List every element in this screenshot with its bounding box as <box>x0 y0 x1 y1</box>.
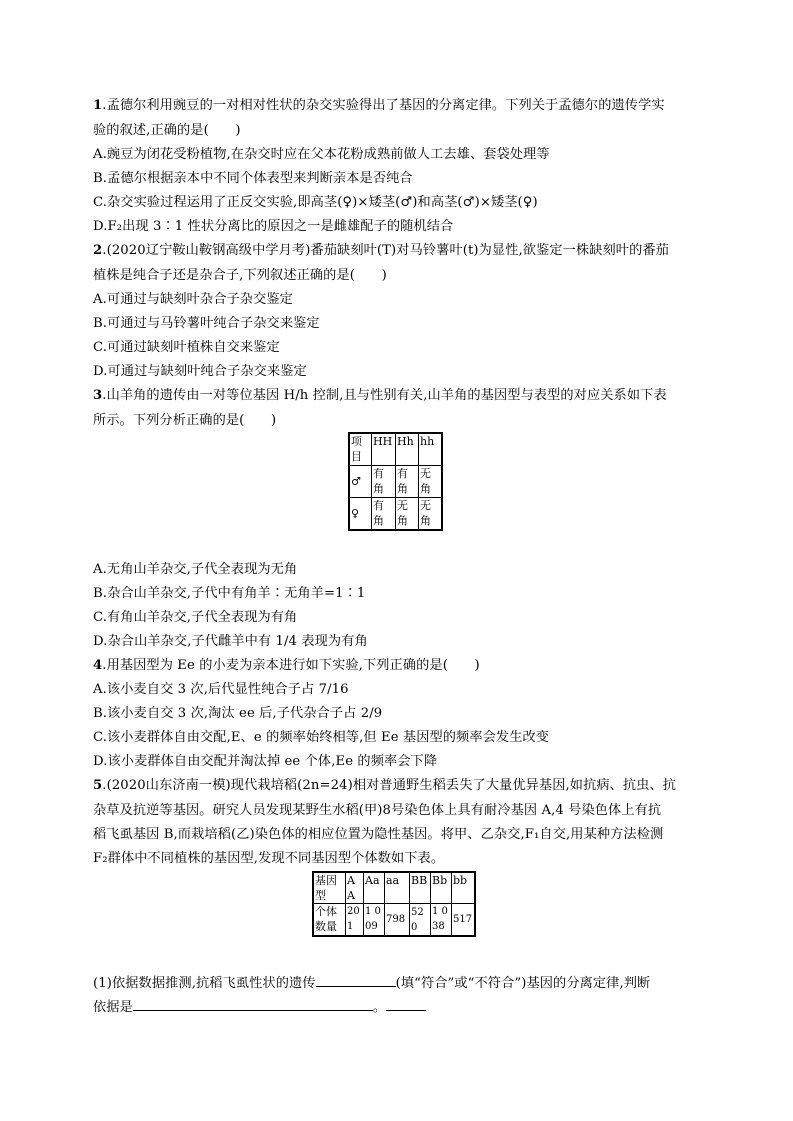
table-row <box>313 904 475 937</box>
table-header-cell: aa <box>385 872 410 904</box>
table-header-cell: BB <box>410 872 431 904</box>
q2-option-c: C.可通过缺刻叶植株自交来鉴定 <box>93 340 280 355</box>
table-row <box>349 433 442 466</box>
q2-option-d: D.可通过与缺刻叶纯合子杂交来鉴定 <box>93 364 307 379</box>
q1-stem-line-1 <box>93 96 665 116</box>
q4-option-d: D.该小麦群体自由交配并淘汰掉 ee 个体,Ee 的频率会下降 <box>93 754 438 769</box>
q5-sub1-line-2 <box>93 996 426 1018</box>
q5-stem-line-1 <box>93 776 676 796</box>
q2-option-b: B.可通过与马铃薯叶纯合子杂交来鉴定 <box>93 316 320 331</box>
q5-sub1-text-b: (填“符合”或“不符合”)基因的分离定律,判断 <box>395 976 651 991</box>
q1-option-d: D.F₂出现 3∶1 性状分离比的原因之一是雌雄配子的随机结合 <box>93 219 454 234</box>
table-row <box>349 466 442 498</box>
table-cell: 798 <box>385 904 410 937</box>
table-header-cell: Bb <box>431 872 452 904</box>
q4-option-a: A.该小麦自交 3 次,后代显性纯合子占 7/16 <box>93 682 349 697</box>
q3-option-a: A.无角山羊杂交,子代全表现为无角 <box>93 562 298 577</box>
q5-sub1-text-d: 。 <box>372 1000 387 1015</box>
table-header-cell: 项目 <box>349 433 372 466</box>
answer-blank-2[interactable] <box>133 996 373 1011</box>
q1-stem-text-1: .孟德尔利用豌豆的一对相对性状的杂交实验得出了基因的分离定律。下列关于孟德尔的遗传学实 <box>102 98 665 113</box>
table-cell: 无角 <box>419 498 443 531</box>
table-row <box>349 498 442 531</box>
table-cell: 无角 <box>419 466 443 498</box>
table-cell: 有角 <box>372 498 396 531</box>
table-cell: 517 <box>452 904 476 937</box>
table-cell: 1 038 <box>431 904 452 937</box>
q4-stem-line-1 <box>93 656 480 676</box>
q5-sub1-text-a: (1)依据数据推测,抗稻飞虱性状的遗传 <box>93 976 316 991</box>
table-header-cell: AA <box>346 872 364 904</box>
q1-number: 1 <box>93 98 103 113</box>
q4-stem-text-1: .用基因型为 Ee 的小麦为亲本进行如下实验,下列正确的是( ) <box>102 658 480 673</box>
q5-stem-line-4: F₂群体中不同植株的基因型,发现不同基因型个体数如下表。 <box>93 851 445 866</box>
q5-sub1-line-1 <box>93 972 650 994</box>
q2-stem-text-1: .(2020辽宁鞍山鞍钢高级中学月考)番茄缺刻叶(T)对马铃薯叶(t)为显性,欲鉴定一株缺刻叶的番茄 <box>102 243 669 258</box>
table-row-label: 个体数量 <box>313 904 346 937</box>
q2-stem-line-1 <box>93 241 669 261</box>
q4-number: 4 <box>93 658 103 673</box>
table-cell: 无角 <box>396 498 419 531</box>
table-header-cell: bb <box>452 872 476 904</box>
q3-stem-line-2: 所示。下列分析正确的是( ) <box>93 413 277 428</box>
answer-blank-2-tail <box>386 996 426 1011</box>
q3-option-c: C.有角山羊杂交,子代全表现为有角 <box>93 610 298 625</box>
q5-stem-line-3: 稻飞虱基因 B,而栽培稻(乙)染色体的相应位置为隐性基因。将甲、乙杂交,F₁自交,用某种方法检测 <box>93 827 664 842</box>
table-row <box>313 872 475 904</box>
table-cell: 有角 <box>372 466 396 498</box>
q1-option-c: C.杂交实验过程运用了正反交实验,即高茎(♀)×矮茎(♂)和高茎(♂)×矮茎(♀) <box>93 195 538 210</box>
q1-stem-line-2: 验的叙述,正确的是( ) <box>93 123 241 138</box>
table-header-cell: Aa <box>364 872 385 904</box>
table-cell: 有角 <box>396 466 419 498</box>
q5-stem-line-2: 杂草及抗逆等基因。研究人员发现某野生水稻(甲)8号染色体上具有耐冷基因 A,4 号染色体上有抗 <box>93 803 662 818</box>
table-cell: 520 <box>410 904 431 937</box>
q3-option-d: D.杂合山羊杂交,子代雌羊中有 1/4 表现为有角 <box>93 634 368 649</box>
q2-option-a: A.可通过与缺刻叶杂合子杂交鉴定 <box>93 292 293 307</box>
table-header-cell: hh <box>419 433 443 466</box>
q2-stem-line-2: 植株是纯合子还是杂合子,下列叙述正确的是( ) <box>93 268 387 283</box>
table-header-cell: 基因型 <box>313 872 346 904</box>
q3-option-b: B.杂合山羊杂交,子代中有角羊∶无角羊=1∶1 <box>93 586 366 601</box>
table-header-cell: HH <box>372 433 396 466</box>
male-symbol: ♂ <box>349 466 372 498</box>
q3-stem-text-1: .山羊角的遗传由一对等位基因 H/h 控制,且与性别有关,山羊角的基因型与表型的对应关系如下表 <box>102 388 667 403</box>
answer-blank-1[interactable] <box>316 972 396 987</box>
table-cell: 1 009 <box>364 904 385 937</box>
q5-stem-text-1: .(2020山东济南一模)现代栽培稻(2n=24)相对普通野生稻丢失了大量优异基因,如抗病、抗虫、抗 <box>102 778 677 793</box>
q5-sub1-text-c: 依据是 <box>93 1000 133 1015</box>
q2-number: 2 <box>93 243 103 258</box>
q1-option-a: A.豌豆为闭花受粉植物,在杂交时应在父本花粉成熟前做人工去雄、套袋处理等 <box>93 147 550 162</box>
q4-option-b: B.该小麦自交 3 次,淘汰 ee 后,子代杂合子占 2/9 <box>93 706 383 721</box>
table-header-cell: Hh <box>396 433 419 466</box>
q4-option-c: C.该小麦群体自由交配,E、e 的频率始终相等,但 Ee 基因型的频率会发生改变 <box>93 730 550 745</box>
q3-stem-line-1 <box>93 386 667 406</box>
q3-genotype-table <box>348 432 443 531</box>
table-cell: 201 <box>346 904 364 937</box>
female-symbol: ♀ <box>349 498 372 531</box>
q1-option-b: B.孟德尔根据亲本中不同个体表型来判断亲本是否纯合 <box>93 171 413 186</box>
q5-genotype-count-table <box>312 871 476 937</box>
q5-number: 5 <box>93 778 103 793</box>
q3-number: 3 <box>93 388 103 403</box>
